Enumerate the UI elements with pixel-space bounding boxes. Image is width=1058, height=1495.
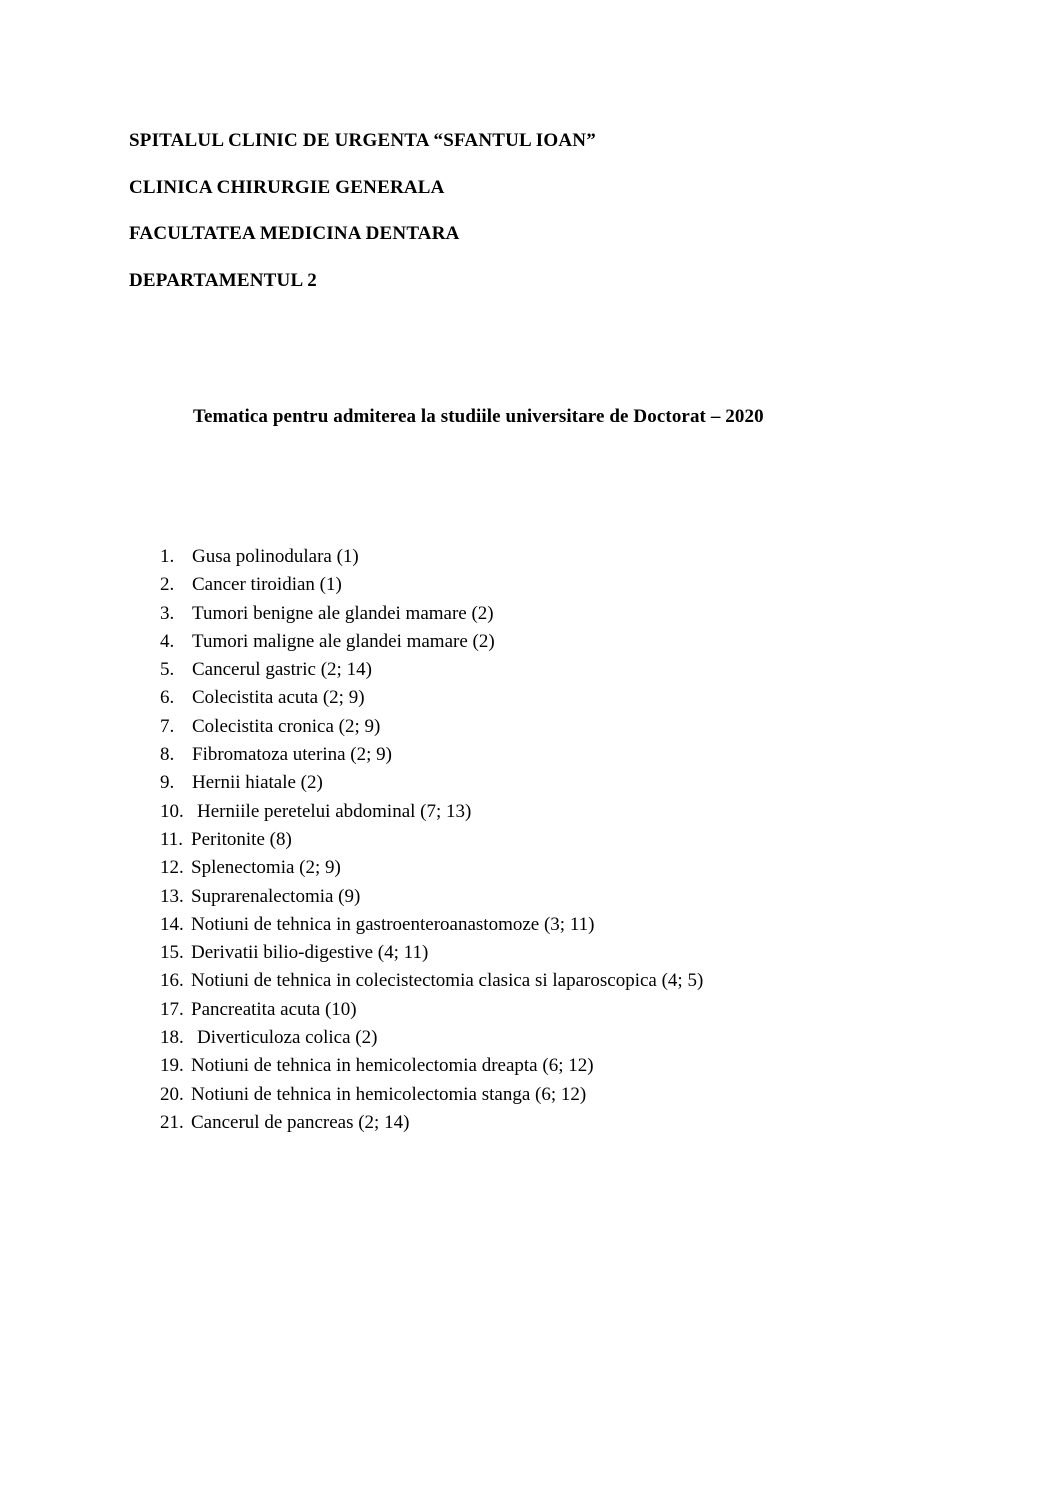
list-item (160, 769, 703, 797)
item-number: 7. (160, 715, 175, 737)
item-number: 1. (160, 546, 175, 567)
item-number: 15. (160, 942, 184, 964)
item-text: Diverticuloza colica (2) (197, 1027, 378, 1049)
item-text: Fibromatoza uterina (2; 9) (192, 744, 392, 766)
item-text: Cancerul de pancreas (2; 14) (191, 1111, 410, 1133)
topics-list (160, 543, 703, 1137)
item-text: Cancer tiroidian (1) (192, 574, 342, 596)
item-number: 18. (160, 1027, 184, 1049)
item-number: 2. (160, 574, 175, 596)
item-number: 9. (160, 772, 175, 794)
item-text: Colecistita acuta (2; 9) (192, 687, 365, 709)
list-item (160, 628, 703, 656)
item-number: 12. (160, 857, 184, 879)
item-number: 21. (160, 1111, 184, 1133)
item-text: Notiuni de tehnica in hemicolectomia dreapta (6; 12) (191, 1055, 594, 1077)
item-text: Hernii hiatale (2) (192, 772, 323, 794)
list-item (160, 967, 703, 995)
item-number: 11. (160, 828, 184, 850)
list-item (160, 571, 703, 599)
item-number: 19. (160, 1055, 184, 1077)
list-item (160, 543, 703, 571)
list-item (160, 741, 703, 769)
item-number: 10. (160, 800, 184, 822)
list-item (160, 1109, 703, 1137)
list-item (160, 854, 703, 882)
clinic-name: CLINICA CHIRURGIE GENERALA (129, 177, 445, 198)
list-item (160, 883, 703, 911)
department-name: DEPARTAMENTUL 2 (129, 270, 317, 291)
item-text: Peritonite (8) (191, 828, 292, 850)
item-text: Suprarenalectomia (9) (191, 885, 361, 907)
list-item (160, 600, 703, 628)
faculty-name: FACULTATEA MEDICINA DENTARA (129, 223, 460, 244)
item-number: 8. (160, 744, 175, 766)
item-text: Derivatii bilio-digestive (4; 11) (191, 942, 429, 964)
item-number: 20. (160, 1083, 184, 1105)
list-item (160, 1052, 703, 1080)
list-item (160, 713, 703, 741)
item-text: Herniile peretelui abdominal (7; 13) (197, 800, 472, 822)
item-number: 6. (160, 687, 175, 709)
item-text: Tumori benigne ale glandei mamare (2) (192, 602, 494, 624)
item-number: 5. (160, 659, 175, 681)
document-title: Tematica pentru admiterea la studiile universitare de Doctorat – 2020 (193, 406, 764, 427)
item-text: Tumori maligne ale glandei mamare (2) (192, 630, 495, 652)
list-item (160, 684, 703, 712)
item-text: Notiuni de tehnica in colecistectomia clasica si laparoscopica (4; 5) (191, 970, 704, 992)
list-item (160, 1024, 703, 1052)
item-number: 4. (160, 630, 175, 652)
item-number: 17. (160, 998, 184, 1020)
list-item (160, 826, 703, 854)
list-item (160, 939, 703, 967)
item-number: 16. (160, 970, 184, 992)
item-text: Colecistita cronica (2; 9) (192, 715, 381, 737)
item-text: Pancreatita acuta (10) (191, 998, 357, 1020)
item-text: Gusa polinodulara (1) (192, 546, 359, 567)
hospital-name: SPITALUL CLINIC DE URGENTA “SFANTUL IOAN” (129, 130, 596, 151)
list-item (160, 1081, 703, 1109)
item-number: 3. (160, 602, 175, 624)
item-number: 14. (160, 913, 184, 935)
list-item (160, 996, 703, 1024)
item-text: Splenectomia (2; 9) (191, 857, 341, 879)
list-item (160, 798, 703, 826)
item-number: 13. (160, 885, 184, 907)
item-text: Notiuni de tehnica in hemicolectomia stanga (6; 12) (191, 1083, 587, 1105)
list-item (160, 656, 703, 684)
item-text: Notiuni de tehnica in gastroenteroanastomoze (3; 11) (191, 913, 595, 935)
item-text: Cancerul gastric (2; 14) (192, 659, 372, 681)
list-item (160, 911, 703, 939)
